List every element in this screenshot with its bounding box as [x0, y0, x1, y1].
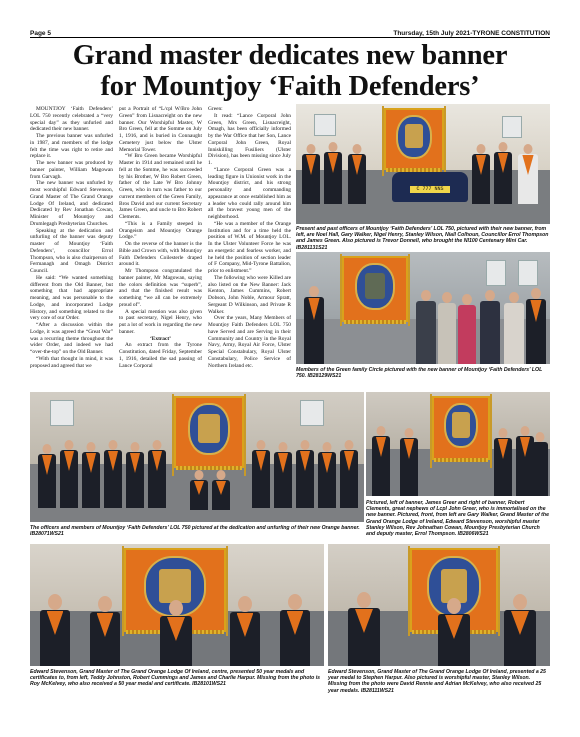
article-paragraph: The previous banner was unfurled in 1987, and members of the lodge felt the time was right to retire and replace it.	[30, 133, 113, 160]
article-paragraph: “W Bro Green became Worshipful Master in 1914 and remained until he fell at the Somme, he was succeeded by his Brother, W Bro Robert Green, father of the Late W Bro Johnny Green, who in turn was father to our current members of the Green Family, Bros David and our current Secretary James Green, and uncle to Bro Robert Clements.	[119, 153, 202, 220]
article-paragraph: Mr Thompson congratulated the banner painter, Mr Magowan, saying the colors definition was “superb”, and that the finished result was something “we all can be extremely proud of”.	[119, 268, 202, 308]
article-paragraph: On the reverse of the banner is the Bible and Crown with, with Mountjoy Faith Defenders Coilesterle draped around it.	[119, 241, 202, 268]
article-paragraph: Speaking at the dedication and unfurling of the banner was deputy master of Mountjoy ‘Faith Defenders’, councillor Errol Thompson, who is also chairperson of Fermanagh and Omagh District Council.	[30, 227, 113, 274]
page-header	[30, 25, 550, 37]
photo-green-family-with-banner	[296, 252, 550, 364]
article-paragraph: An extract from the Tyrone Constitution, dated Friday, September 1, 1916, detailed the sad passing of Lance Corporal	[119, 342, 202, 369]
article-paragraph: Over the years, Many Members of Mountjoy Faith Defenders LOL 750 have Served and are Serving in their Community and Country in the Royal Navy, Army, Royal Air Force, Ulster Special Constabulary, Royal Ulster Constabulary, Police Service of Northern Ireland etc.	[208, 315, 291, 369]
caption-photo-2: Members of the Green family Circle pictured with the new banner of Mountjoy ‘Faith Defenders’ LOL 750. IB28129WS21	[296, 367, 543, 380]
article-column-2	[119, 106, 202, 376]
article-paragraph: “Lance Corporal Green was a leading figure in Unionist work in the Mountjoy district, and his strong personality and commanding appearance at once established him as a leader who could rally around him all the bravest young men of the neighborhood.	[208, 166, 291, 220]
article-column-1	[30, 106, 113, 376]
article-paragraph: The following who were Killed are also listed on the New Banner: Jack Kenton, James Cummins, Robert Dobson, John Noble, Armour Spratt, Sergeant D Wilkinson, and Private R Walker.	[208, 274, 291, 315]
article-paragraph: It read: “Lance Corporal John Green, Mrs Green, Lisnacreight, Omagh, has been officially informed by the War Office that her Son, Lance Corporal John Green, Royal Inniskilling Fusiliers (Ulster Division), has been missing since July 1.	[208, 112, 291, 166]
headline-line-1: Grand master dedicates new banner	[72, 40, 508, 71]
caption-photo-6: Edward Stevenson, Grand Master of The Grand Orange Lodge Of Ireland, presented a 25 year medal to Stephen Harpur. Also pictured is worshipful master, Stanley Wilson. Missing from the photo were David Rennie and Adrian McKelvey, who also received 25 year medals. IB28111WS21	[328, 669, 546, 694]
date-line: Thursday, 15th July 2021-TYRONE CONSTITUTION	[393, 30, 550, 37]
headline	[30, 40, 550, 102]
photo-officers-and-members-group	[30, 392, 364, 522]
caption-photo-3: The officers and members of Mountjoy ‘Faith Defenders’ LOL 750 pictured at the dedication and unfurling of their new Orange banner. IB28071WS21	[30, 525, 360, 538]
photo-25-year-medal	[328, 544, 550, 666]
article-paragraph: “This is a Family steeped in Orangeism and Mountjoy Orange Lodge.”	[119, 220, 202, 241]
article-paragraph: He said: “We wanted something different from the Old Banner, but something that had appropriate meaning, and was personable to the Lodge, and incorporated Lodge History, and something related to the very core of our Order.	[30, 274, 113, 322]
article-paragraph: The new banner was unfurled by most worshipful Edward Stevenson, Grand Master of The Grand Orange Lodge Of Ireland, and dedicated Dedicated by Rev Jonathan Cowan, Minister of Mountjoy and Drumlegagh Presbyterian Churches.	[30, 180, 113, 227]
headline-line-2: for Mountjoy ‘Faith Defenders’	[100, 71, 480, 102]
photo-50-year-medals	[30, 544, 324, 666]
article-subheading: ‘Extract’	[150, 335, 171, 342]
article-paragraph: The new banner was produced by banner painter, William Magowan from Garvagh.	[30, 160, 113, 180]
photo-dedication-party	[366, 392, 550, 496]
article-paragraph: “After a discussion within the Lodge, it was agreed the “Great War” was a recurring theme throughout the wider Order, and indeed we had “over-the-top” on the Old Banner.	[30, 322, 113, 355]
article-column-3	[208, 106, 291, 376]
article-paragraph: put a Portrait of “L/cpl W/Bro John Green” from Lisnacreight on the new banner. Our Worshipful Master, W Bro Green, fell at the Somme on July 1, 1916, and is buried in Connaught Cemetery just below the Ulster Memorial Tower.	[119, 106, 202, 153]
caption-photo-5: Edward Stevenson, Grand Master of The Grand Orange Lodge Of Ireland, centre, presented 50 year medals and certificates to, from left, Teddy Johnston, Robert Cummings and James and Charlie Harpur. Missing from the photo is Roy McKelvey, who also received a 50 year medal and certificate. IB28101WS21	[30, 669, 321, 688]
article-paragraph: A special mention was also given to past secretary, Nigel Henry, who put a lot of work in regarding the new banner.	[119, 308, 202, 335]
header-rule	[30, 37, 550, 38]
car-number-plate: C 777 NNS	[410, 186, 450, 193]
article-paragraph: MOUNTJOY ‘Faith Defenders’ LOL 750 recently celebrated a “very special day” as they unfurled and dedicated their new banner.	[30, 106, 113, 133]
page-number: Page 5	[30, 30, 51, 37]
article-paragraph: Green:	[208, 106, 223, 112]
caption-photo-1: Present and past officers of Mountjoy ‘Faith Defenders’ LOL 750, pictured with their new banner, from left, are Noel Hall, Gary Walker, Nigel Henry, Stanley Wilson, Niall Colhoun, Councillor Errol Thompson and James Green. Also pictured is Trevor Donnell, who brought the NI100 Centenary Mini Car. IB281131S21	[296, 226, 549, 251]
article-paragraph: “He was a member of the Orange Institution and for a time held the position of W.M. of Mountjoy LOL. In the Ulster Volunteer Force he was an energetic and fearless worker, and he held the position of section leader of F Company, Mid-Tyrone Battalion, prior to enlistment.”	[208, 220, 291, 274]
caption-photo-4: Pictured, left of banner, James Greer and right of banner, Robert Clements, great nephews of Lcpl John Greer, who is immortalised on the new banner. Pictured, front, from left are Gary Walker, Grand Master of the Grand Orange Lodge of Ireland, Edward Stevenson, worshipful master Stanley Wilson, Rev Johnathan Cowan, Mountjoy Presbyterian Church and deputy master, Errol Thompson. IB2806WS21	[366, 500, 549, 538]
photo-officers-with-banner-and-car	[296, 104, 550, 224]
article-paragraph: “With that thought in mind, it was proposed and agreed that we	[30, 355, 113, 369]
